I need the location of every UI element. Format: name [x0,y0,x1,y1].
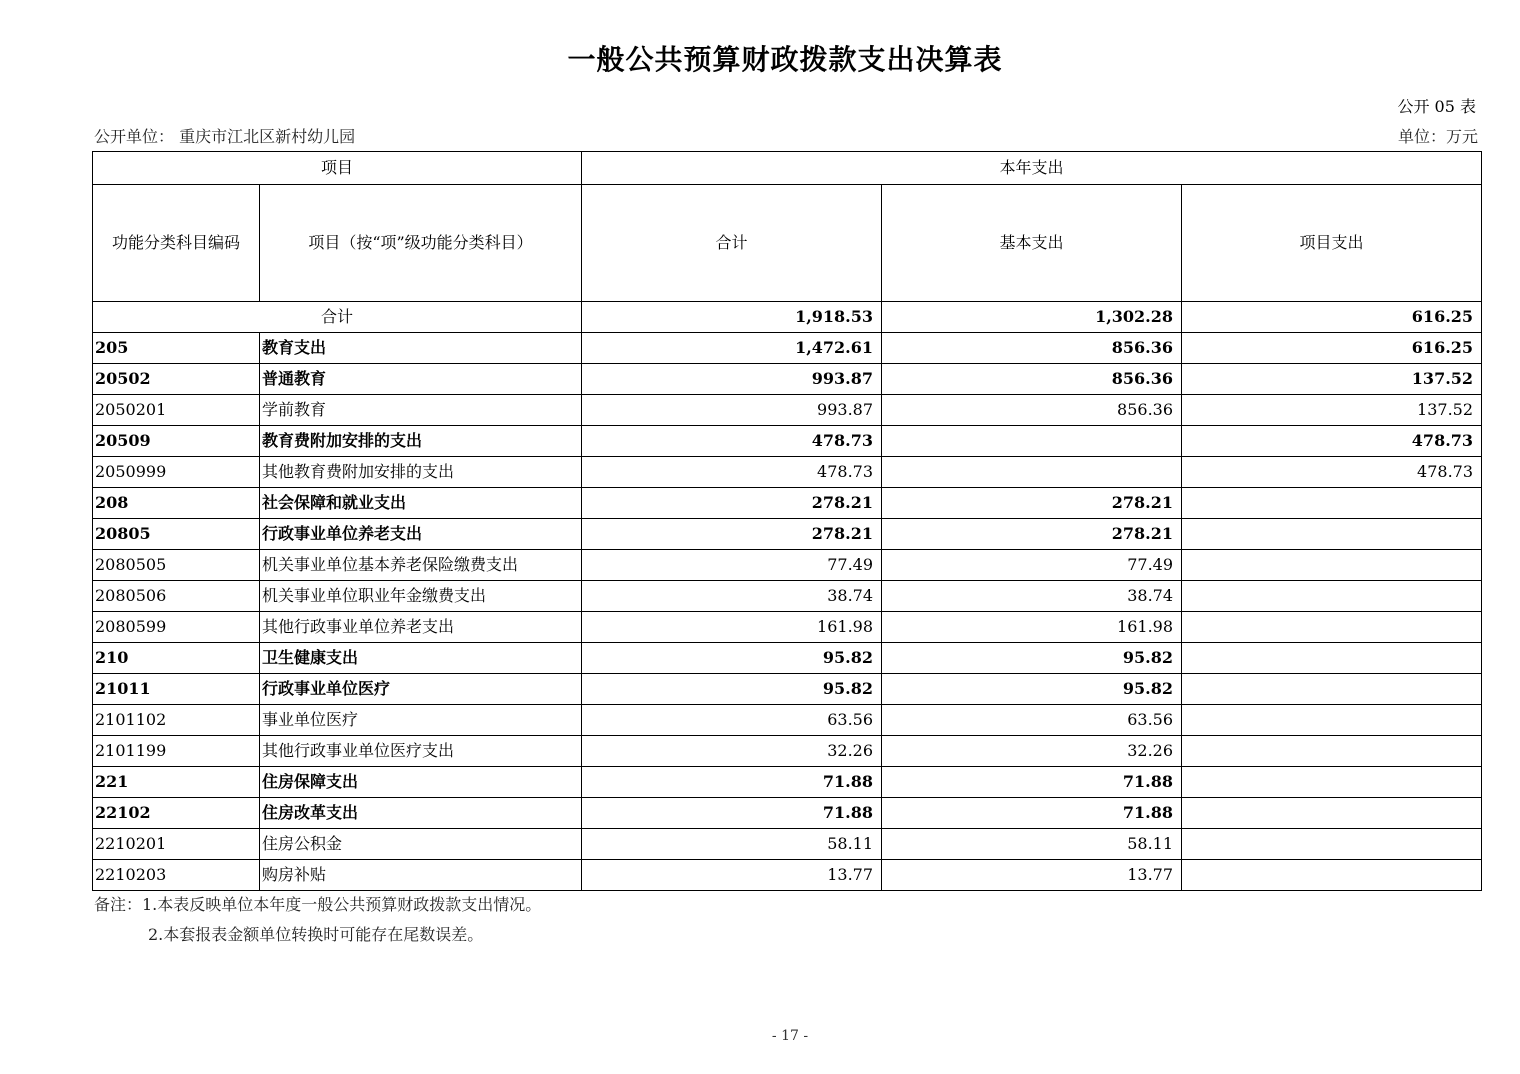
row-code: 208 [93,488,260,519]
total-project: 616.25 [1182,302,1482,333]
row-total: 1,472.61 [582,333,882,364]
table-row [93,581,1482,612]
row-total: 95.82 [582,643,882,674]
row-project: 137.52 [1182,395,1482,426]
row-project [1182,736,1482,767]
row-name: 社会保障和就业支出 [260,488,582,519]
total-basic: 1,302.28 [882,302,1182,333]
row-name: 学前教育 [260,395,582,426]
row-basic: 71.88 [882,798,1182,829]
table-row [93,860,1482,891]
page-number: - 17 - [771,1028,809,1044]
row-total: 95.82 [582,674,882,705]
row-basic [882,426,1182,457]
row-name: 教育费附加安排的支出 [260,426,582,457]
row-project [1182,705,1482,736]
row-code: 2080506 [93,581,260,612]
table-row [93,612,1482,643]
row-name: 事业单位医疗 [260,705,582,736]
row-project [1182,550,1482,581]
header-code: 功能分类科目编码 [93,185,260,302]
header-row-1 [93,152,1482,185]
row-project [1182,488,1482,519]
row-total: 993.87 [582,364,882,395]
row-code: 210 [93,643,260,674]
row-name: 机关事业单位职业年金缴费支出 [260,581,582,612]
table-row [93,457,1482,488]
row-basic: 161.98 [882,612,1182,643]
row-code: 2080505 [93,550,260,581]
row-basic: 13.77 [882,860,1182,891]
row-name: 普通教育 [260,364,582,395]
row-total: 63.56 [582,705,882,736]
row-code: 2050999 [93,457,260,488]
header-total: 合计 [582,185,882,302]
row-basic: 38.74 [882,581,1182,612]
row-project: 616.25 [1182,333,1482,364]
row-total: 58.11 [582,829,882,860]
row-name: 其他教育费附加安排的支出 [260,457,582,488]
row-name: 机关事业单位基本养老保险缴费支出 [260,550,582,581]
row-code: 205 [93,333,260,364]
row-basic: 95.82 [882,643,1182,674]
row-code: 2210201 [93,829,260,860]
header-basic: 基本支出 [882,185,1182,302]
row-project [1182,798,1482,829]
row-code: 2101199 [93,736,260,767]
header-current-year: 本年支出 [582,152,1482,185]
row-total: 478.73 [582,426,882,457]
row-basic: 58.11 [882,829,1182,860]
row-code: 2080599 [93,612,260,643]
table-row [93,519,1482,550]
row-project [1182,612,1482,643]
table-row [93,798,1482,829]
page-title: 一般公共预算财政拨款支出决算表 [567,43,1003,76]
row-basic: 278.21 [882,519,1182,550]
row-total: 38.74 [582,581,882,612]
row-name: 购房补贴 [260,860,582,891]
row-total: 278.21 [582,519,882,550]
header-name: 项目（按“项”级功能分类科目） [260,185,582,302]
row-basic: 856.36 [882,395,1182,426]
row-basic: 278.21 [882,488,1182,519]
row-code: 2101102 [93,705,260,736]
table-row [93,333,1482,364]
unit-info-row [94,124,1478,148]
reporting-unit: 公开单位： 重庆市江北区新村幼儿园 [94,127,356,146]
table-row [93,767,1482,798]
row-name: 其他行政事业单位养老支出 [260,612,582,643]
row-total: 71.88 [582,767,882,798]
table-row [93,674,1482,705]
note-1: 备注：1.本表反映单位本年度一般公共预算财政拨款支出情况。 [94,895,542,914]
table-row [93,395,1482,426]
total-row [93,302,1482,333]
row-name: 其他行政事业单位医疗支出 [260,736,582,767]
row-name: 住房公积金 [260,829,582,860]
row-total: 993.87 [582,395,882,426]
table-row [93,736,1482,767]
notes [94,890,541,950]
row-basic [882,457,1182,488]
row-name: 住房保障支出 [260,767,582,798]
table-row [93,550,1482,581]
form-number: 公开 05 表 [1397,97,1476,116]
header-project: 项目 [93,152,582,185]
row-project [1182,643,1482,674]
row-code: 20502 [93,364,260,395]
row-project [1182,767,1482,798]
row-basic: 95.82 [882,674,1182,705]
row-basic: 856.36 [882,333,1182,364]
row-basic: 856.36 [882,364,1182,395]
row-code: 20805 [93,519,260,550]
row-total: 13.77 [582,860,882,891]
row-name: 卫生健康支出 [260,643,582,674]
row-name: 教育支出 [260,333,582,364]
row-project [1182,829,1482,860]
row-project [1182,860,1482,891]
table-row [93,705,1482,736]
row-project [1182,519,1482,550]
row-total: 161.98 [582,612,882,643]
total-label: 合计 [93,302,582,333]
row-code: 221 [93,767,260,798]
row-name: 行政事业单位养老支出 [260,519,582,550]
row-project: 478.73 [1182,457,1482,488]
row-total: 32.26 [582,736,882,767]
row-basic: 63.56 [882,705,1182,736]
table-row [93,488,1482,519]
row-project: 137.52 [1182,364,1482,395]
row-code: 21011 [93,674,260,705]
row-basic: 77.49 [882,550,1182,581]
row-name: 住房改革支出 [260,798,582,829]
note-2: 2.本套报表金额单位转换时可能存在尾数误差。 [148,925,484,944]
row-total: 71.88 [582,798,882,829]
row-project [1182,674,1482,705]
row-basic: 71.88 [882,767,1182,798]
row-project [1182,581,1482,612]
table-row [93,426,1482,457]
header-row-2 [93,185,1482,302]
table-row [93,829,1482,860]
table-row [93,364,1482,395]
currency-unit: 单位：万元 [1397,127,1478,146]
row-code: 20509 [93,426,260,457]
row-name: 行政事业单位医疗 [260,674,582,705]
row-code: 2050201 [93,395,260,426]
total-sum: 1,918.53 [582,302,882,333]
row-project: 478.73 [1182,426,1482,457]
header-project-expense: 项目支出 [1182,185,1482,302]
row-code: 2210203 [93,860,260,891]
expenditure-table [92,151,1482,891]
row-total: 278.21 [582,488,882,519]
row-basic: 32.26 [882,736,1182,767]
table-row [93,643,1482,674]
row-code: 22102 [93,798,260,829]
row-total: 478.73 [582,457,882,488]
row-total: 77.49 [582,550,882,581]
